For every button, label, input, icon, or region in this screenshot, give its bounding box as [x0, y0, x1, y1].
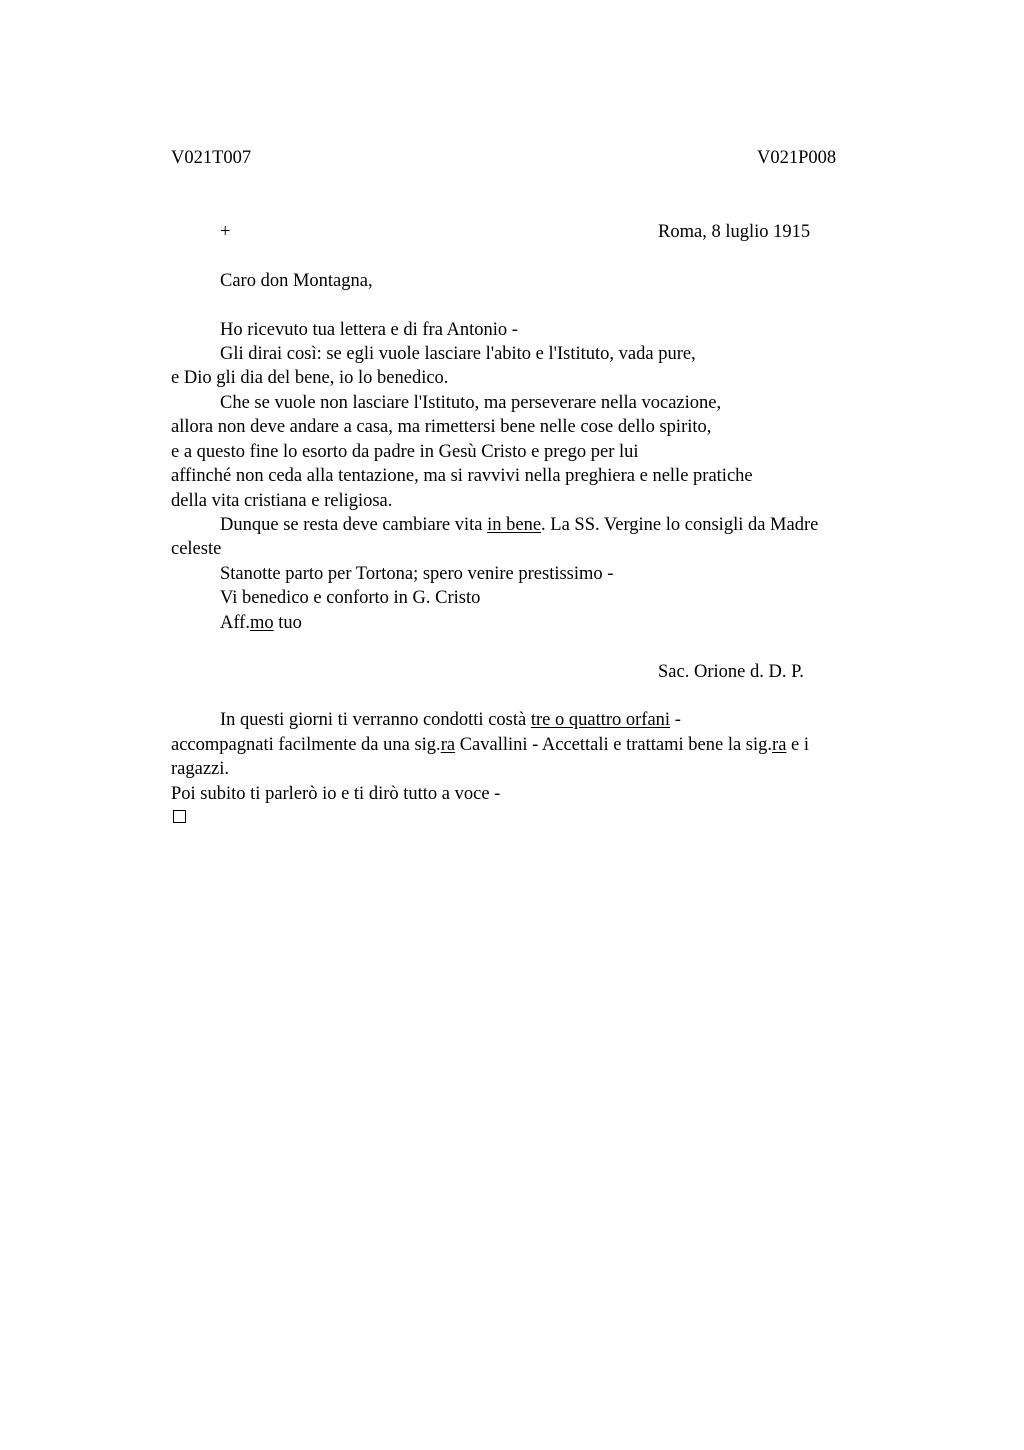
paragraph-4-line-2: celeste	[171, 539, 222, 559]
ps1-text-b: -	[670, 710, 681, 730]
postscript-line-1	[220, 709, 681, 731]
paragraph-2-line-1: Gli dirai così: se egli vuole lasciare l'abito e l'Istituto, vada pure,	[220, 344, 696, 364]
cross-symbol: +	[220, 222, 231, 242]
paragraph-4-line-1	[220, 514, 818, 536]
signature: Sac. Orione d. D. P.	[658, 662, 804, 682]
paragraph-3-line-1: Che se vuole non lasciare l'Istituto, ma perseverare nella vocazione,	[220, 393, 722, 413]
paragraph-3-line-2: allora non deve andare a casa, ma rimettersi bene nelle cose dello spirito,	[171, 417, 712, 437]
p4-text-a: Dunque se resta deve cambiare vita	[220, 515, 488, 535]
closing-underlined: mo	[249, 613, 274, 633]
ps2-text-b: Cavallini - Accettali e trattami bene la sig.	[455, 735, 773, 755]
postscript-line-4: Poi subito ti parlerò io e ti dirò tutto a voce -	[171, 784, 501, 804]
paragraph-1: Ho ricevuto tua lettera e di fra Antonio -	[220, 320, 518, 340]
ps2-underlined-2: ra	[772, 735, 787, 755]
closing-text-a: Aff.	[220, 613, 250, 633]
p4-text-b: . La SS. Vergine lo consigli da Madre	[541, 515, 819, 535]
ps2-underlined-1: ra	[440, 735, 456, 755]
paragraph-3-line-5: della vita cristiana e religiosa.	[171, 491, 393, 511]
closing-text-b: tuo	[273, 613, 302, 633]
place-date: Roma, 8 luglio 1915	[658, 222, 811, 242]
p4-underlined: in bene	[487, 515, 542, 535]
paragraph-3-line-4: affinché non ceda alla tentazione, ma si ravvivi nella preghiera e nelle pratiche	[171, 466, 753, 486]
paragraph-6: Vi benedico e conforto in G. Cristo	[220, 588, 481, 608]
paragraph-5: Stanotte parto per Tortona; spero venire prestissimo -	[220, 564, 614, 584]
left-code: V021T007	[171, 148, 252, 168]
ps1-text-a: In questi giorni ti verranno condotti costà	[220, 710, 531, 730]
paragraph-2-line-2: e Dio gli dia del bene, io lo benedico.	[171, 368, 449, 388]
paragraph-3-line-3: e a questo fine lo esorto da padre in Gesù Cristo e prego per lui	[171, 442, 639, 462]
salutation: Caro don Montagna,	[220, 271, 373, 291]
ps1-underlined: tre o quattro orfani	[530, 710, 671, 730]
right-code: V021P008	[757, 148, 837, 168]
ps2-text-a: accompagnati facilmente da una sig.	[171, 735, 441, 755]
end-mark-box-icon	[173, 810, 186, 823]
closing	[220, 612, 302, 634]
postscript-line-2	[171, 734, 809, 756]
postscript-line-3: ragazzi.	[171, 759, 230, 779]
ps2-text-c: e i	[786, 735, 810, 755]
